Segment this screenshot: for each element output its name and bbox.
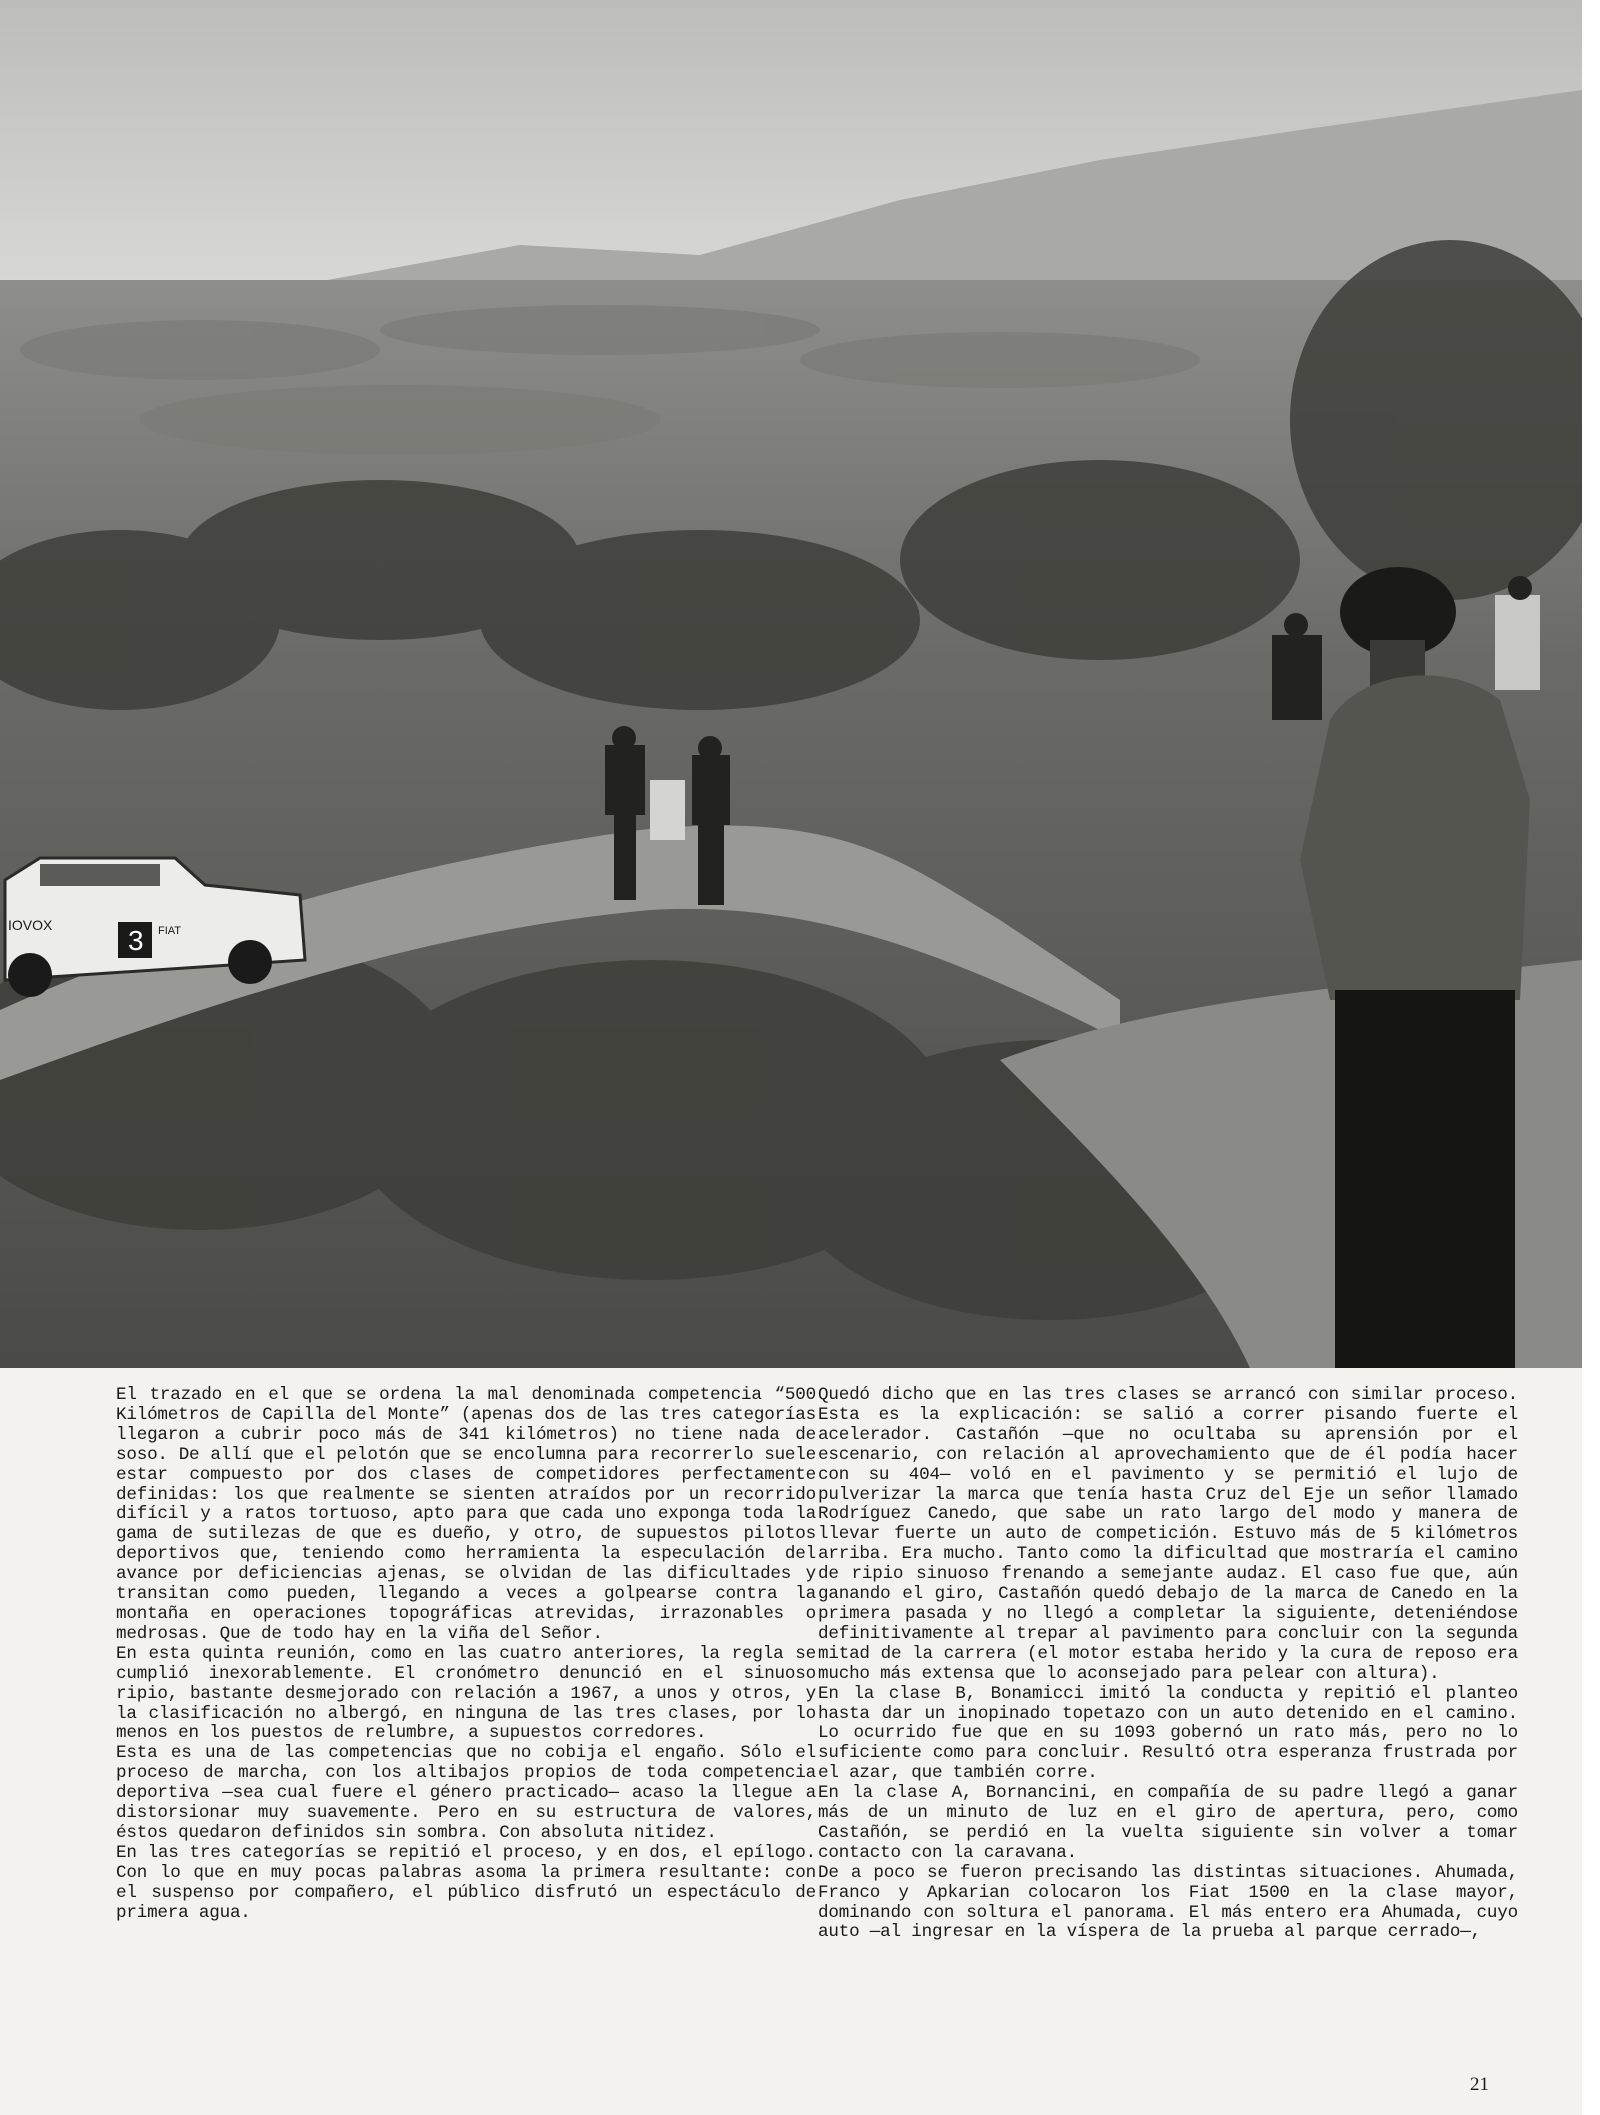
article-paragraph: En las tres categorías se repitió el proceso, y en dos, el epílogo. Con lo que en muy pocas palabras asoma la primera resultante: con el suspenso por compañero, el público disfrutó un espectáculo de primera agua. (116, 1842, 816, 1923)
article-paragraph: En la clase A, Bornancini, en compañía de su padre llegó a ganar más de un minuto de luz en el giro de apertura, pero, como Castañón, se perdió en la vuelta siguiente sin volver a tomar contacto con la caravana. (818, 1783, 1518, 1863)
article-paragraph: Esta es una de las competencias que no cobija el engaño. Sólo el proceso de marcha, con los altibajos propios de toda competencia deportiva —sea cual fuere el género practicado— acaso la llegue a distorsionar muy suavemente. Pero en su estructura de valores, éstos quedaron definidos sin sombra. Con absoluta nitidez. (116, 1743, 816, 1843)
article-paragraph: Quedó dicho que en las tres clases se arrancó con similar proceso. Esta es la explicación: se salió a correr pisando fuerte el acelerador. Castañón —que no ocultaba su aprensión por el escenario, con relación al aprovechamiento que de él podía hacer con su 404— voló en el pavimento y se permitió el lujo de pulverizar la marca que tenía hasta Cruz del Eje un señor llamado Rodríguez Canedo, que sabe un rato largo del modo y manera de llevar fuerte un auto de competición. Estuvo más de 5 kilómetros arriba. Era mucho. Tanto como la dificultad que mostraría el camino de ripio sinuoso frenando a semejante audaz. El caso fue que, aún ganando el giro, Castañón quedó debajo de la marca de Canedo en la primera pasada y no llegó a completar la siguiente, deteniéndose definitivamente al trepar al pavimento para concluir con la segunda mitad de la carrera (el motor estaba herido y la cura de reposo era mucho más extensa que lo aconsejado para pelear con altura). (818, 1385, 1518, 1684)
article-right-column (818, 1386, 1518, 1943)
article-paragraph: En la clase B, Bonamicci imitó la conducta y repitió el planteo hasta dar un inopinado topetazo con un auto detenido en el camino. Lo ocurrido fue que en su 1093 gobernó un rato más, pero no lo suficiente como para concluir. Resultó otra esperanza frustrada por el azar, que también corre. (818, 1683, 1518, 1784)
article-paragraph: En esta quinta reunión, como en las cuatro anteriores, la regla se cumplió inexorablemente. El cronómetro denunció en el sinuoso ripio, bastante desmejorado con relación a 1967, a unos y otros, y la clasificación no albergó, en ninguna de las tres clases, por lo menos en los puestos de relumbre, a supuestos corredores. (116, 1643, 816, 1744)
car-brand-decal: FIAT (158, 925, 182, 937)
article-left-column (116, 1386, 816, 1923)
car-sponsor-decal: IOVOX (8, 917, 53, 933)
article-paragraph: El trazado en el que se ordena la mal denominada competencia “500 Kilómetros de Capilla del Monte” (apenas dos de las tres categorías llegaron a cubrir poco más de 341 kilómetros) no tiene nada de soso. De allí que el pelotón que se encolumna para recorrerlo suele estar compuesto por dos clases de competidores perfectamente definidas: los que realmente se sienten atraídos por un recorrido difícil y a ratos tortuoso, apto para que cada uno exponga toda la gama de sutilezas de que es dueño, y otro, de supuestos pilotos deportivos que, teniendo como herramienta la especulación del avance por deficiencias ajenas, se olvidan de las dificultades y transitan como pueden, llegando a veces a golpearse contra la montaña en operaciones topográficas atrevidas, irrazonables o medrosas. Que de todo hay en la viña del Señor. (116, 1385, 816, 1644)
page-edge (1582, 0, 1600, 2115)
article-paragraph: De a poco se fueron precisando las distintas situaciones. Ahumada, Franco y Apkarian colocaron los Fiat 1500 en la clase mayor, dominando con soltura el panorama. El más entero era Ahumada, cuyo auto —al ingresar en la víspera de la prueba al parque cerrado—, (818, 1862, 1518, 1943)
car-number: 3 (128, 925, 144, 956)
page-number: 21 (1470, 2074, 1489, 2095)
